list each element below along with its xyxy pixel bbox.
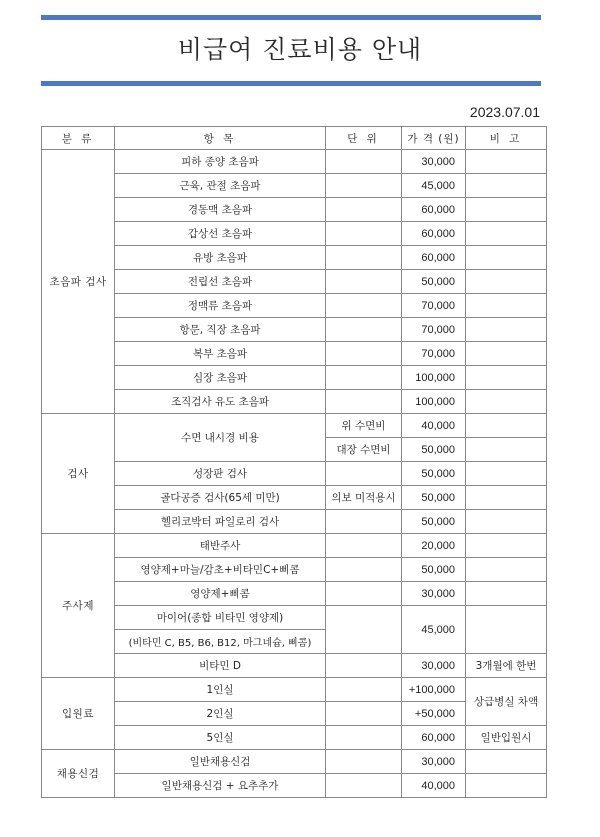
bottom-rule — [41, 81, 541, 86]
price-cell: 40,000 — [402, 774, 466, 798]
item-cell: 유방 초음파 — [115, 246, 326, 270]
table-row — [42, 486, 547, 510]
unit-cell — [326, 246, 402, 270]
price-cell: 70,000 — [402, 294, 466, 318]
note-cell — [466, 414, 547, 438]
unit-cell: 대장 수면비 — [326, 438, 402, 462]
item-cell: 전립선 초음파 — [115, 270, 326, 294]
price-table — [41, 126, 547, 798]
unit-cell — [326, 462, 402, 486]
price-cell: 50,000 — [402, 462, 466, 486]
item-cell: 1인실 — [115, 678, 326, 702]
price-cell: 70,000 — [402, 318, 466, 342]
note-cell — [466, 606, 547, 654]
category-cell: 채용신검 — [42, 750, 115, 798]
page-title: 비급여 진료비용 안내 — [177, 35, 423, 64]
price-cell: 60,000 — [402, 726, 466, 750]
note-cell — [466, 486, 547, 510]
price-cell: 30,000 — [402, 150, 466, 174]
price-cell: 30,000 — [402, 750, 466, 774]
unit-cell — [326, 654, 402, 678]
note-cell — [466, 342, 547, 366]
item-cell: 2인실 — [115, 702, 326, 726]
table-row — [42, 366, 547, 390]
note-cell — [466, 750, 547, 774]
note-cell — [466, 318, 547, 342]
table-row — [42, 606, 547, 630]
note-cell — [466, 198, 547, 222]
unit-cell — [326, 606, 402, 654]
note-cell — [466, 246, 547, 270]
item-cell: 영양제+마늘/감초+비타민C+삐콤 — [115, 558, 326, 582]
item-cell: 일반채용신검 + 요추추가 — [115, 774, 326, 798]
item-cell: 조직검사 유도 초음파 — [115, 390, 326, 414]
unit-cell — [326, 510, 402, 534]
category-cell: 주사제 — [42, 534, 115, 678]
note-cell — [466, 774, 547, 798]
item-cell: 일반채용신검 — [115, 750, 326, 774]
table-row — [42, 318, 547, 342]
note-cell — [466, 366, 547, 390]
price-cell: 70,000 — [402, 342, 466, 366]
header-category: 분 류 — [42, 127, 115, 150]
price-cell: 45,000 — [402, 606, 466, 654]
unit-cell — [326, 150, 402, 174]
item-cell: 정맥류 초음파 — [115, 294, 326, 318]
note-cell: 3개월에 한번 — [466, 654, 547, 678]
category-cell: 입원료 — [42, 678, 115, 750]
table-row — [42, 390, 547, 414]
note-cell: 일반입원시 — [466, 726, 547, 750]
group-exam — [42, 414, 547, 534]
note-cell — [466, 390, 547, 414]
note-cell: 상급병실 차액 — [466, 678, 547, 726]
price-cell: 60,000 — [402, 198, 466, 222]
table-row — [42, 342, 547, 366]
note-cell — [466, 174, 547, 198]
table-row — [42, 558, 547, 582]
price-cell: 60,000 — [402, 246, 466, 270]
price-cell: 100,000 — [402, 366, 466, 390]
unit-cell — [326, 534, 402, 558]
group-room — [42, 678, 547, 750]
price-cell: 45,000 — [402, 174, 466, 198]
item-cell: 경동맥 초음파 — [115, 198, 326, 222]
item-cell: 헬리코박터 파일로리 검사 — [115, 510, 326, 534]
price-cell: 50,000 — [402, 558, 466, 582]
item-cell: 5인실 — [115, 726, 326, 750]
price-cell: +50,000 — [402, 702, 466, 726]
price-cell: 30,000 — [402, 654, 466, 678]
category-cell: 검사 — [42, 414, 115, 534]
table-header-row — [42, 127, 547, 150]
table-row — [42, 462, 547, 486]
unit-cell — [326, 198, 402, 222]
header-item: 항 목 — [115, 127, 326, 150]
item-cell: 태반주사 — [115, 534, 326, 558]
header-unit: 단 위 — [326, 127, 402, 150]
unit-cell — [326, 678, 402, 702]
table-row — [42, 174, 547, 198]
table-row — [42, 246, 547, 270]
item-cell: 마이어(종합 비타민 영양제) — [115, 606, 326, 630]
price-cell: 100,000 — [402, 390, 466, 414]
price-cell: +100,000 — [402, 678, 466, 702]
item-cell: 근육, 관절 초음파 — [115, 174, 326, 198]
note-cell — [466, 462, 547, 486]
table-row — [42, 678, 547, 702]
table-row — [42, 654, 547, 678]
date-label: 2023.07.01 — [469, 104, 540, 120]
item-cell: 수면 내시경 비용 — [115, 414, 326, 462]
price-cell: 20,000 — [402, 534, 466, 558]
note-cell — [466, 222, 547, 246]
item-cell: 영양제+삐콤 — [115, 582, 326, 606]
table-row — [42, 774, 547, 798]
unit-cell: 의보 미적용시 — [326, 486, 402, 510]
price-cell: 40,000 — [402, 414, 466, 438]
table-row — [42, 726, 547, 750]
note-cell — [466, 558, 547, 582]
item-cell: 복부 초음파 — [115, 342, 326, 366]
note-cell — [466, 438, 547, 462]
header-price: 가 격 (원) — [402, 127, 466, 150]
item-cell: 피하 종양 초음파 — [115, 150, 326, 174]
table-row — [42, 222, 547, 246]
table-row — [42, 534, 547, 558]
item-cell: 갑상선 초음파 — [115, 222, 326, 246]
table-row — [42, 150, 547, 174]
unit-cell — [326, 294, 402, 318]
note-cell — [466, 294, 547, 318]
note-cell — [466, 510, 547, 534]
price-cell: 60,000 — [402, 222, 466, 246]
price-cell: 50,000 — [402, 510, 466, 534]
price-cell: 50,000 — [402, 270, 466, 294]
group-ultrasound — [42, 150, 547, 414]
table-row — [42, 294, 547, 318]
unit-cell — [326, 270, 402, 294]
table-row — [42, 582, 547, 606]
item-cell: 항문, 직장 초음파 — [115, 318, 326, 342]
unit-cell: 위 수면비 — [326, 414, 402, 438]
group-checkup — [42, 750, 547, 798]
top-rule — [41, 15, 541, 20]
unit-cell — [326, 174, 402, 198]
unit-cell — [326, 222, 402, 246]
unit-cell — [326, 366, 402, 390]
unit-cell — [326, 390, 402, 414]
price-cell: 30,000 — [402, 582, 466, 606]
unit-cell — [326, 318, 402, 342]
item-cell: (비타민 C, B5, B6, B12, 마그네슘, 삐콤) — [115, 630, 326, 654]
price-cell: 50,000 — [402, 438, 466, 462]
group-injection — [42, 534, 547, 678]
table-row — [42, 750, 547, 774]
item-cell: 비타민 D — [115, 654, 326, 678]
note-cell — [466, 582, 547, 606]
category-cell: 초음파 검사 — [42, 150, 115, 414]
note-cell — [466, 270, 547, 294]
unit-cell — [326, 750, 402, 774]
unit-cell — [326, 726, 402, 750]
unit-cell — [326, 582, 402, 606]
note-cell — [466, 534, 547, 558]
table-row — [42, 510, 547, 534]
header-note: 비 고 — [466, 127, 547, 150]
item-cell: 골다공증 검사(65세 미만) — [115, 486, 326, 510]
unit-cell — [326, 774, 402, 798]
unit-cell — [326, 342, 402, 366]
item-cell: 심장 초음파 — [115, 366, 326, 390]
price-cell: 50,000 — [402, 486, 466, 510]
table-row — [42, 414, 547, 438]
table-row — [42, 270, 547, 294]
item-cell: 성장판 검사 — [115, 462, 326, 486]
table-row — [42, 198, 547, 222]
note-cell — [466, 150, 547, 174]
unit-cell — [326, 702, 402, 726]
unit-cell — [326, 558, 402, 582]
